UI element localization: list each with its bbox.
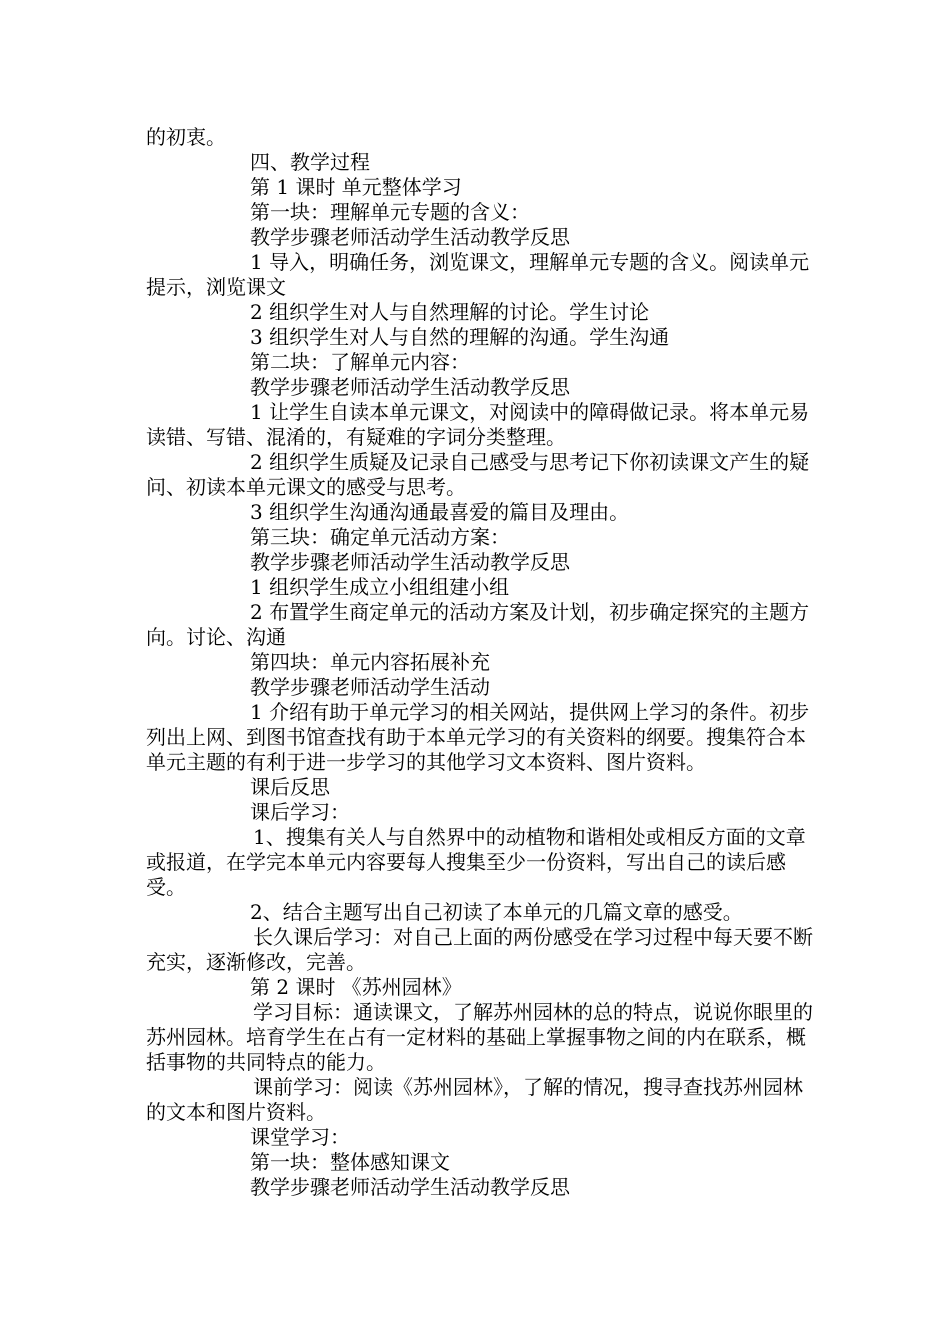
- section-heading: 四、教学过程: [250, 150, 370, 174]
- paragraph: 2 组织学生质疑及记录自己感受与思考记下你初读课文产生的疑问、初读本单元课文的感受与思考。: [146, 450, 810, 499]
- paragraph: 3 组织学生对人与自然的理解的沟通。学生沟通: [250, 325, 670, 349]
- lesson-heading: 第 2 课时 《苏州园林》: [250, 975, 462, 999]
- paragraph: 2 布置学生商定单元的活动方案及计划，初步确定探究的主题方向。讨论、沟通: [146, 600, 810, 649]
- paragraph: 课后反思: [250, 775, 330, 799]
- table-header-line: 教学步骤老师活动学生活动教学反思: [250, 375, 570, 399]
- paragraph: 课堂学习：: [250, 1125, 350, 1149]
- block-heading: 第四块：单元内容拓展补充: [250, 650, 490, 674]
- table-header-line: 教学步骤老师活动学生活动: [250, 675, 490, 699]
- lesson-heading: 第 1 课时 单元整体学习: [250, 175, 462, 199]
- paragraph: 1 介绍有助于单元学习的相关网站，提供网上学习的条件。初步列出上网、到图书馆查找有助于本单元学习的有关资料的纲要。搜集符合本单元主题的有利于进一步学习的其他学习文本资料、图片资料。: [146, 700, 810, 774]
- paragraph: 课后学习：: [250, 800, 350, 824]
- paragraph: 的初衷。: [146, 125, 226, 149]
- paragraph: 1、搜集有关人与自然界中的动植物和谐相处或相反方面的文章或报道，在学完本单元内容要每人搜集至少一份资料，写出自己的读后感受。: [146, 825, 806, 899]
- paragraph: 2、结合主题写出自己初读了本单元的几篇文章的感受。: [250, 900, 743, 924]
- block-heading: 第二块：了解单元内容：: [250, 350, 470, 374]
- paragraph: 1 让学生自读本单元课文，对阅读中的障碍做记录。将本单元易读错、写错、混淆的，有疑难的字词分类整理。: [146, 400, 810, 449]
- paragraph: 3 组织学生沟通沟通最喜爱的篇目及理由。: [250, 500, 630, 524]
- paragraph: 2 组织学生对人与自然理解的讨论。学生讨论: [250, 300, 650, 324]
- block-heading: 第一块：理解单元专题的含义：: [250, 200, 530, 224]
- table-header-line: 教学步骤老师活动学生活动教学反思: [250, 1175, 570, 1199]
- block-heading: 第三块：确定单元活动方案：: [250, 525, 510, 549]
- table-header-line: 教学步骤老师活动学生活动教学反思: [250, 550, 570, 574]
- table-header-line: 教学步骤老师活动学生活动教学反思: [250, 225, 570, 249]
- paragraph: 学习目标：通读课文，了解苏州园林的总的特点，说说你眼里的苏州园林。培育学生在占有一定材料的基础上掌握事物之间的内在联系，概括事物的共同特点的能力。: [146, 1000, 813, 1074]
- paragraph: 1 组织学生成立小组组建小组: [250, 575, 510, 599]
- block-heading: 第一块：整体感知课文: [250, 1150, 450, 1174]
- paragraph: 课前学习：阅读《苏州园林》，了解的情况，搜寻查找苏州园林的文本和图片资料。: [146, 1075, 803, 1124]
- document-body: [146, 125, 818, 1200]
- paragraph: 长久课后学习：对自己上面的两份感受在学习过程中每天要不断充实，逐渐修改，完善。: [146, 925, 813, 974]
- paragraph: 1 导入，明确任务，浏览课文，理解单元专题的含义。阅读单元提示，浏览课文: [146, 250, 810, 299]
